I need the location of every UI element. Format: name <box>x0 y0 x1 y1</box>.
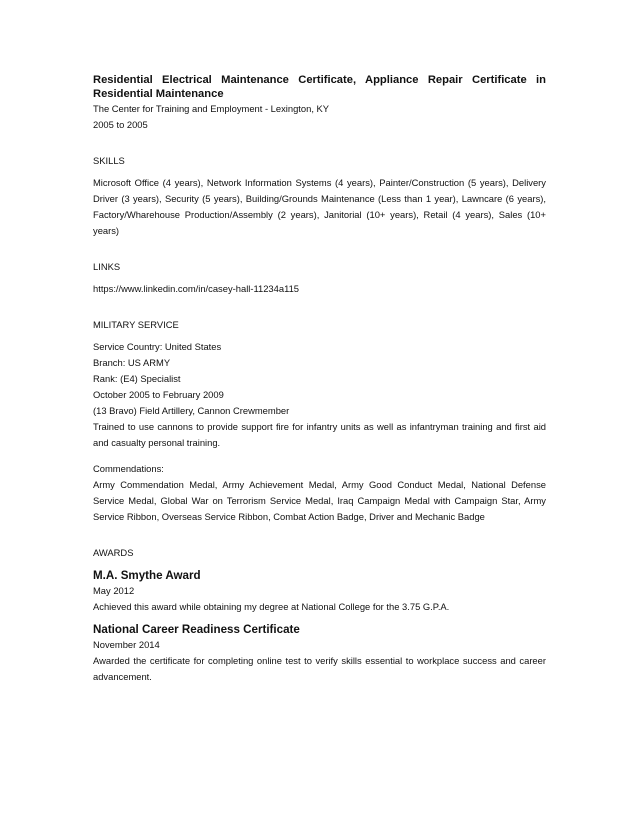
military-dates: October 2005 to February 2009 <box>93 389 224 400</box>
military-description: Trained to use cannons to provide support fire for infantry units as well as infantryman training and first aid and casualty personal training. <box>93 421 546 448</box>
education-title: Residential Electrical Maintenance Certificate, Appliance Repair Certificate in Residential Maintenance <box>93 74 546 100</box>
award-description: Awarded the certificate for completing online test to verify skills essential to workplace success and career advancement. <box>93 655 546 682</box>
education-section <box>93 73 546 133</box>
linkedin-link[interactable]: https://www.linkedin.com/in/casey-hall-11234a115 <box>93 283 300 294</box>
award-item <box>93 568 546 615</box>
military-heading: MILITARY SERVICE <box>93 319 179 330</box>
military-unit: (13 Bravo) Field Artillery, Cannon Crewmember <box>93 405 290 416</box>
skills-heading: SKILLS <box>93 155 125 166</box>
military-rank: Rank: (E4) Specialist <box>93 373 181 384</box>
military-section <box>93 317 546 525</box>
award-title: National Career Readiness Certificate <box>93 623 300 636</box>
links-section <box>93 259 546 297</box>
commendations-text: Army Commendation Medal, Army Achievement Medal, Army Good Conduct Medal, National Defense Service Medal, Global War on Terrorism Service Medal, Iraq Campaign Medal with Campaign Star, Army Service Ribbon, Overseas Service Ribbon, Combat Action Badge, Driver and Mechanic Badge <box>93 479 546 522</box>
awards-heading: AWARDS <box>93 547 134 558</box>
skills-text: Microsoft Office (4 years), Network Information Systems (4 years), Painter/Construction (5 years), Delivery Driver (3 years), Security (5 years), Building/Grounds Maintenance (Less than 1 year), Lawncare (6 years), Factory/Wharehouse Production/Assembly (2 years), Janitorial (10+ years), Retail (4 years), Sales (10+ years) <box>93 177 546 236</box>
military-branch: Branch: US ARMY <box>93 357 171 368</box>
skills-section <box>93 153 546 239</box>
commendations-label: Commendations: <box>93 463 164 474</box>
links-heading: LINKS <box>93 261 121 272</box>
military-country: Service Country: United States <box>93 341 222 352</box>
spacer <box>93 451 546 461</box>
education-dates: 2005 to 2005 <box>93 119 148 130</box>
award-item <box>93 622 546 685</box>
education-institution: The Center for Training and Employment - Lexington, KY <box>93 103 330 114</box>
award-title: M.A. Smythe Award <box>93 569 201 582</box>
award-date: November 2014 <box>93 639 160 650</box>
award-description: Achieved this award while obtaining my degree at National College for the 3.75 G.P.A. <box>93 601 450 612</box>
awards-section <box>93 545 546 685</box>
award-date: May 2012 <box>93 585 135 596</box>
